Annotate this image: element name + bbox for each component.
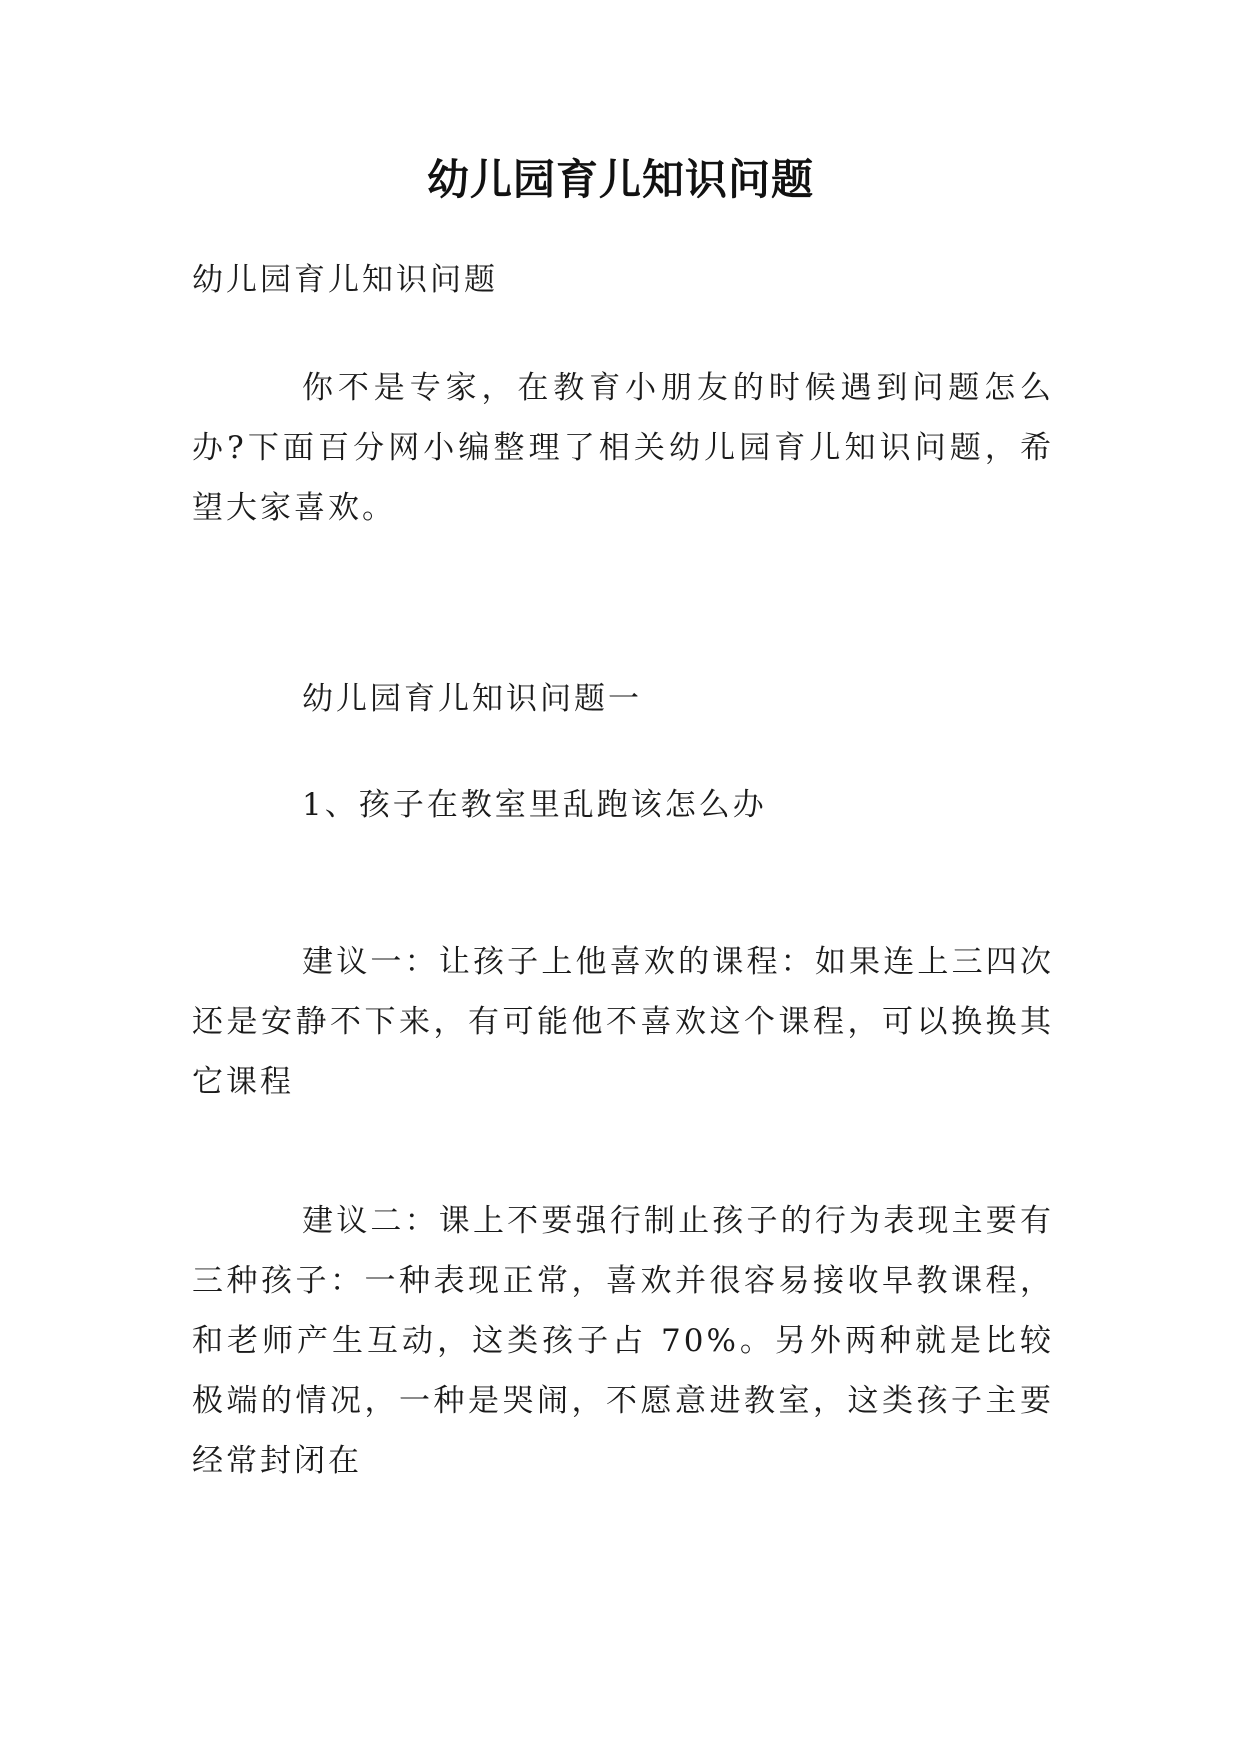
document-subtitle: 幼儿园育儿知识问题: [192, 262, 498, 298]
suggestion-paragraph-1: 建议一：让孩子上他喜欢的课程：如果连上三四次还是安静不下来，有可能他不喜欢这个课程，可以换换其它课程: [192, 944, 1054, 1100]
section-heading: 幼儿园育儿知识问题一: [302, 681, 642, 717]
suggestion-paragraph-2: 建议二：课上不要强行制止孩子的行为表现主要有三种孩子：一种表现正常，喜欢并很容易接收早教课程，和老师产生互动，这类孩子占 70%。另外两种就是比较极端的情况，一种是哭闹，不愿意进教室，这类孩子主要经常封闭在: [192, 1203, 1054, 1479]
question-heading: 1、孩子在教室里乱跑该怎么办: [302, 787, 767, 823]
intro-paragraph: 你不是专家，在教育小朋友的时候遇到问题怎么办?下面百分网小编整理了相关幼儿园育儿知识问题，希望大家喜欢。: [192, 370, 1054, 526]
document-title: 幼儿园育儿知识问题: [426, 155, 814, 204]
